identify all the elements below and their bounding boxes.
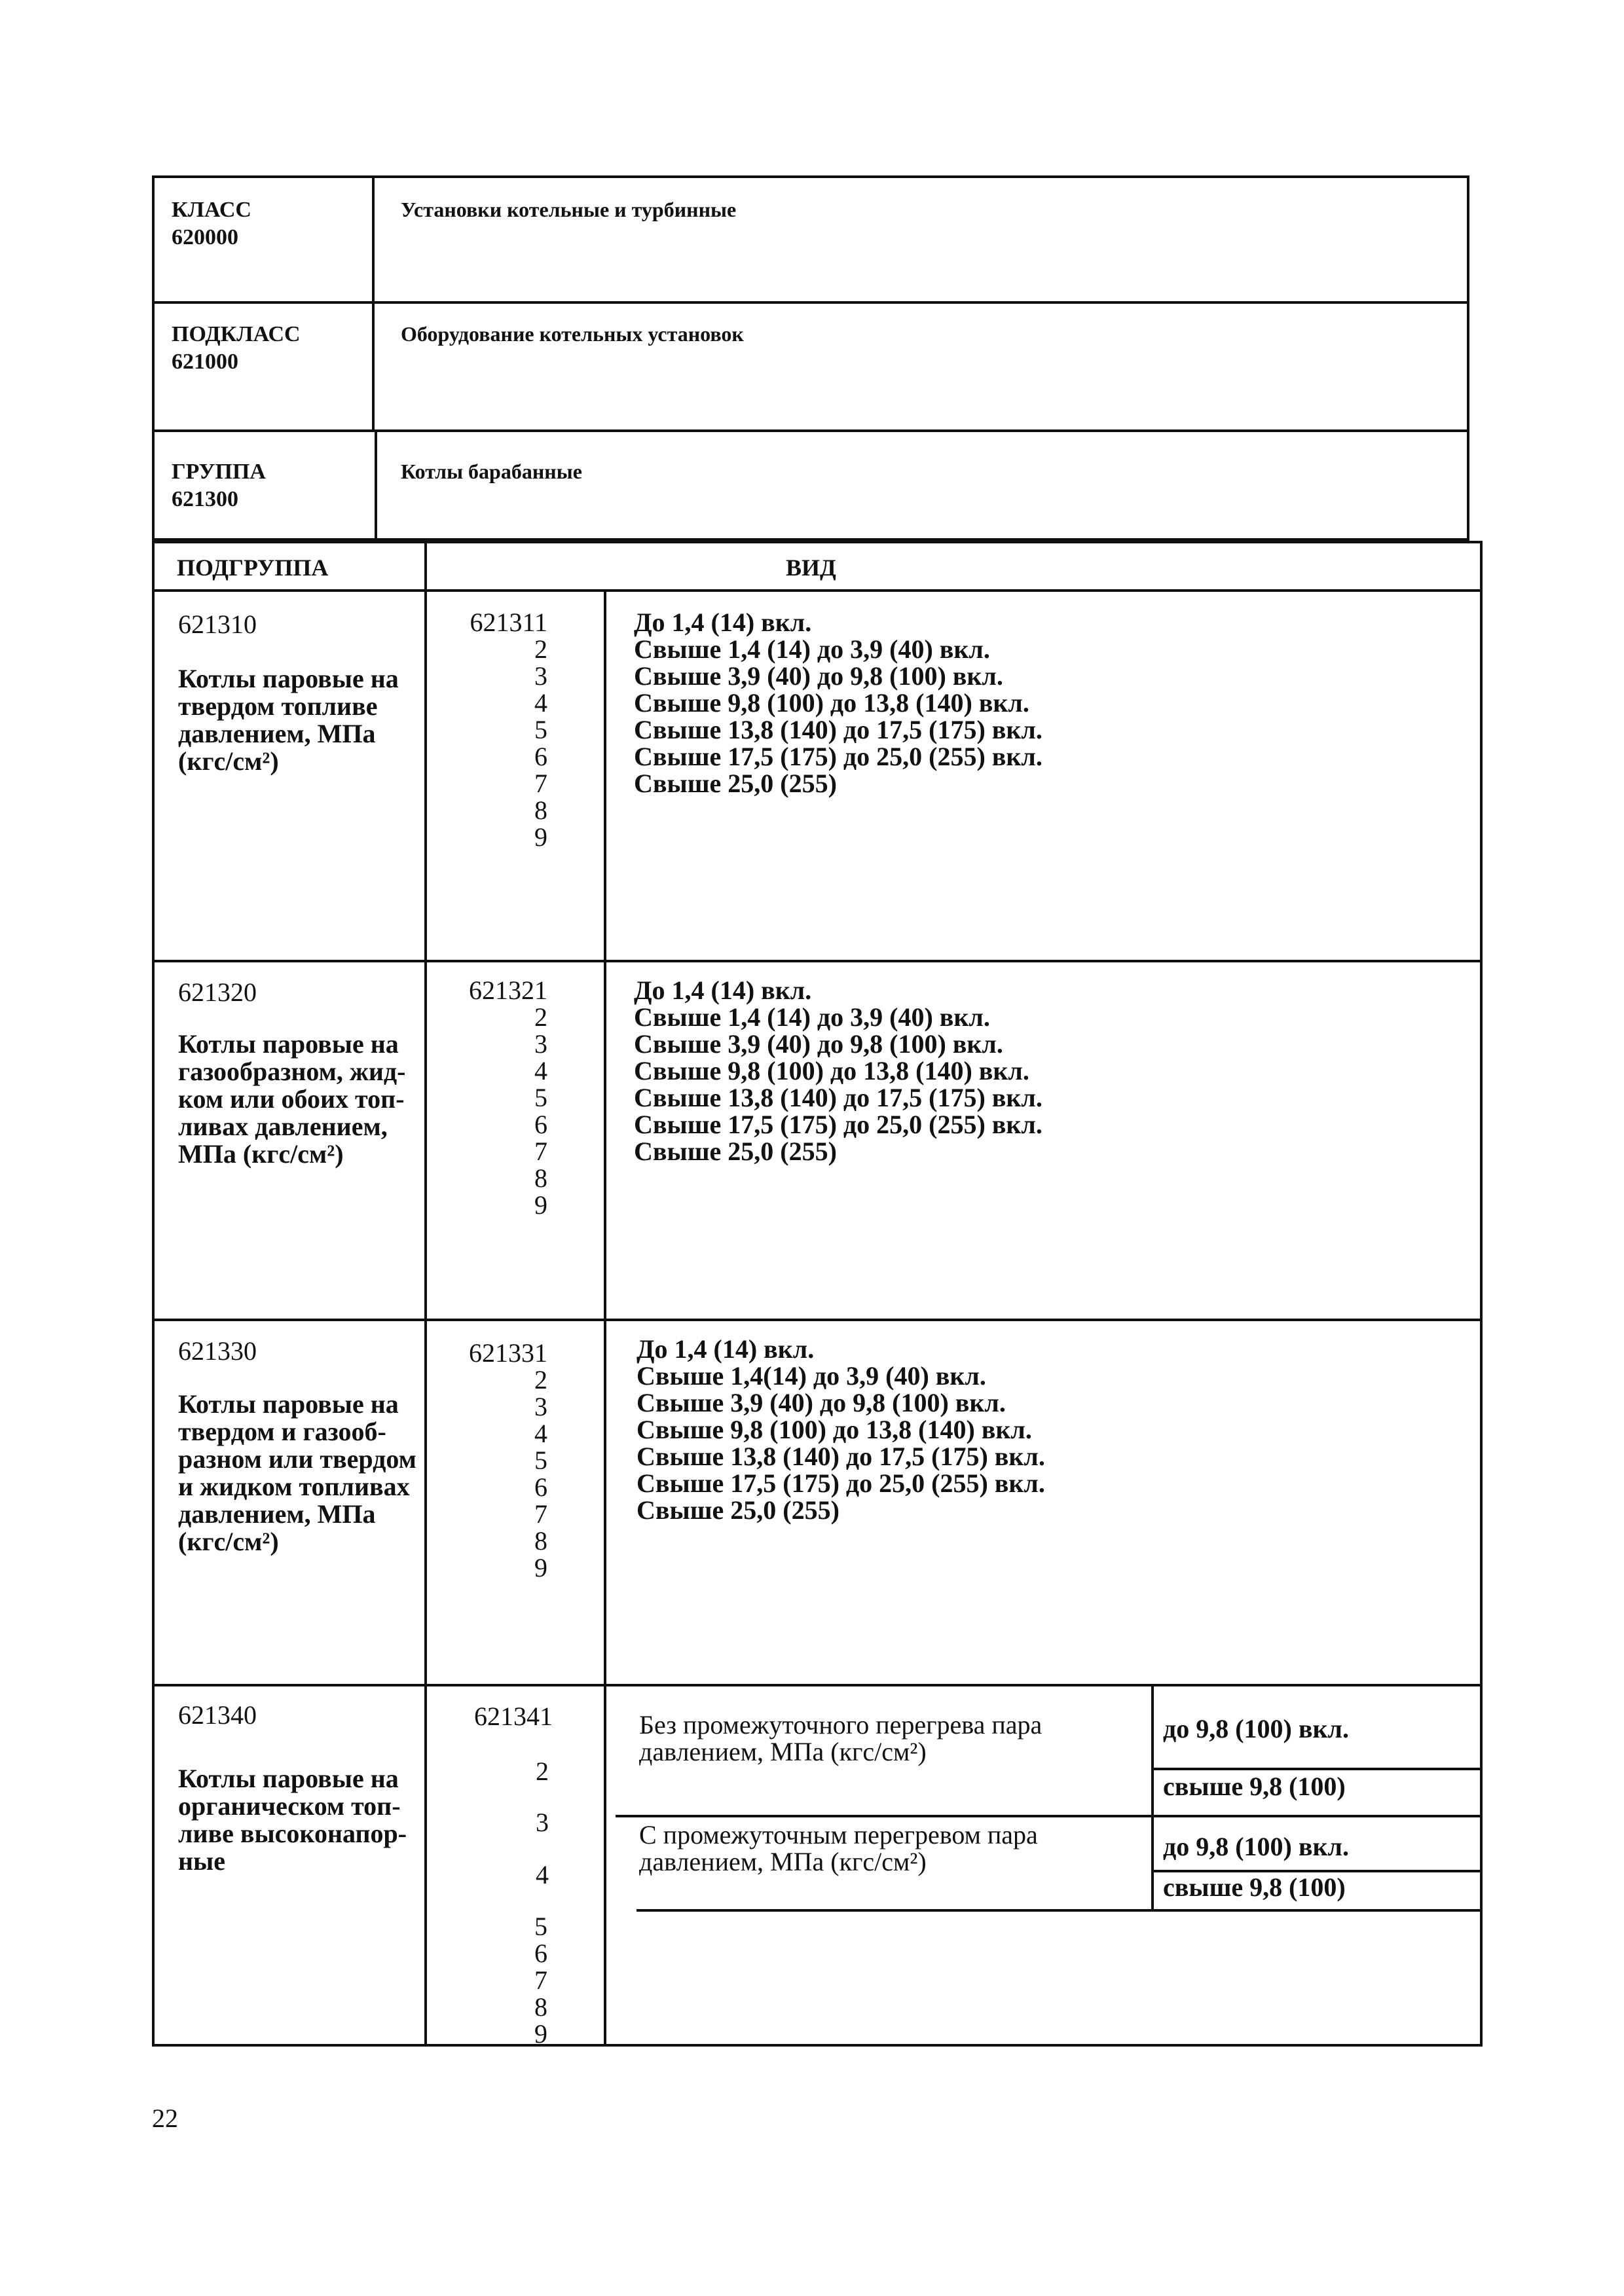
page-number: 22: [152, 2104, 178, 2133]
split-a-text: Без промежуточного перегрева пара давлением, МПа (кгс/см²): [639, 1710, 1043, 1766]
vid-item-list: До 1,4 (14) вкл. Свыше 1,4 (14) до 3,9 (40) вкл. Свыше 3,9 (40) до 9,8 (100) вкл. Свыше 9,8 (100) до 13,8 (140) вкл. Свыше 13,8 (140) до 17,5 (175) вкл. Свыше 17,5 (175) до 25,0 (255) вкл. Свыше 25,0 (255): [634, 608, 1043, 798]
vid-code: 3: [536, 1808, 549, 1837]
split-line-b-bottom: [637, 1909, 1483, 1912]
row-separator: [152, 1684, 1483, 1686]
column-header-podgruppa: ПОДГРУППА: [177, 555, 329, 581]
podklass-label: ПОДКЛАСС 621000: [172, 321, 301, 376]
split-b-text: С промежуточным перегревом пара давлением, МПа (кгс/см²): [639, 1820, 1038, 1876]
vid-item-list: До 1,4 (14) вкл. Свыше 1,4 (14) до 3,9 (40) вкл. Свыше 3,9 (40) до 9,8 (100) вкл. Свыше 9,8 (100) до 13,8 (140) вкл. Свыше 13,8 (140) до 17,5 (175) вкл. Свыше 17,5 (175) до 25,0 (255) вкл. Свыше 25,0 (255): [634, 975, 1043, 1166]
vid-code: 2: [536, 1757, 549, 1786]
row-separator: [152, 1319, 1483, 1321]
vid-code-list: 621331 2 3 4 5 6 7 8 9: [469, 1338, 547, 1582]
podklass-code: 621000: [172, 350, 238, 374]
gruppa-label: ГРУППА 621300: [172, 458, 266, 513]
gruppa-name: Котлы барабанные: [401, 460, 582, 483]
column-header-bottom: [152, 589, 1483, 592]
subgroup-description: Котлы паровые на газообразном, жид- ком или обоих топ- ливах давлением, МПа (кгс/см²): [178, 1029, 406, 1169]
klass-label: КЛАСС 620000: [172, 196, 251, 251]
vid-code: 4: [536, 1860, 549, 1889]
subgroup-description: Котлы паровые на органическом топ- ливе высоконапор- ные: [178, 1764, 407, 1876]
podklass-divider: [372, 301, 375, 432]
column-header-vid: ВИД: [786, 555, 836, 581]
vid-item-list: До 1,4 (14) вкл. Свыше 1,4(14) до 3,9 (40) вкл. Свыше 3,9 (40) до 9,8 (100) вкл. Свыше 9,8 (100) до 13,8 (140) вкл. Свыше 13,8 (140) до 17,5 (175) вкл. Свыше 17,5 (175) до 25,0 (255) вкл. Свыше 25,0 (255): [637, 1334, 1045, 1525]
vid-code-list: 621321 2 3 4 5 6 7 8 9: [469, 975, 547, 1220]
split-b2-value: свыше 9,8 (100): [1163, 1872, 1346, 1902]
gruppa-code: 621300: [172, 487, 238, 511]
gruppa-box: [152, 429, 1469, 541]
column-divider-podgruppa: [424, 541, 427, 2047]
split-a1-value: до 9,8 (100) вкл.: [1163, 1714, 1349, 1743]
subgroup-code: 621330: [178, 1336, 257, 1366]
subgroup-code: 621310: [178, 610, 257, 639]
split-divider: [1151, 1684, 1154, 1912]
podklass-name: Оборудование котельных установок: [401, 322, 744, 346]
split-line-a-mid: [1151, 1768, 1483, 1770]
subgroup-description: Котлы паровые на твердом и газооб- разном или твердом и жидком топливах давлением, МПа (кгс/см²): [178, 1389, 416, 1556]
vid-code: 621341: [474, 1702, 553, 1731]
split-b1-value: до 9,8 (100) вкл.: [1163, 1832, 1349, 1861]
subgroup-code: 621320: [178, 977, 257, 1007]
split-line-a-bottom: [616, 1815, 1483, 1817]
split-a2-value: свыше 9,8 (100): [1163, 1772, 1346, 1801]
subgroup-description: Котлы паровые на твердом топливе давлением, МПа (кгс/см²): [178, 664, 399, 776]
klass-name: Установки котельные и турбинные: [401, 198, 737, 221]
klass-divider: [372, 175, 375, 304]
row-separator: [152, 960, 1483, 962]
klass-box: [152, 175, 1469, 304]
subgroup-code: 621340: [178, 1700, 257, 1730]
gruppa-divider: [375, 429, 377, 541]
podklass-box: [152, 301, 1469, 432]
vid-code-list: 5 6 7 8 9: [534, 1912, 547, 2049]
column-divider-vid: [604, 589, 606, 2047]
klass-code: 620000: [172, 225, 238, 249]
vid-code-list: 621311 2 3 4 5 6 7 8 9: [470, 608, 547, 852]
